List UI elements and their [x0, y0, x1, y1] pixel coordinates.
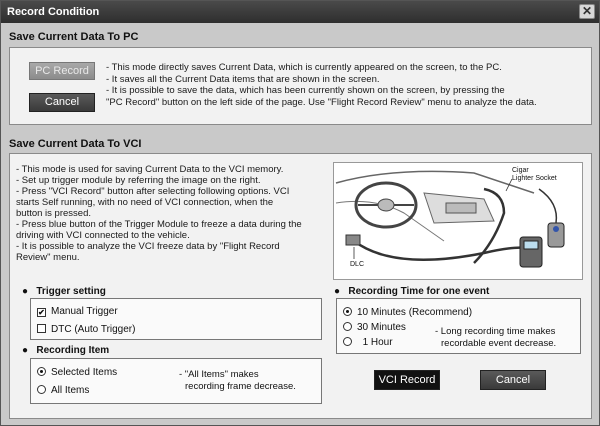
selected-items-radio-dot[interactable] — [37, 367, 46, 376]
vci-cancel-button[interactable]: Cancel — [480, 370, 546, 390]
vci-description-line: starts Self running, with no need of VCI connection, when the — [16, 197, 274, 208]
recording-time-title-text: Recording Time for one event — [348, 286, 490, 297]
pc-description — [106, 62, 537, 108]
trigger-setting-title-text: Trigger setting — [36, 286, 106, 297]
one-hour-radio-dot[interactable] — [343, 337, 352, 346]
pc-description-line: - It saves all the Current Data items that are shown in the screen. — [106, 73, 380, 85]
pc-section-heading: Save Current Data To PC — [9, 31, 139, 43]
recording-item-title-text: Recording Item — [36, 345, 110, 356]
vci-description-line: - Press blue button of the Trigger Module to freeze a data during the — [16, 219, 302, 230]
vci-description-line: - This mode is used for saving Current Data to the VCI memory. — [16, 164, 284, 175]
thirty-minutes-radio-dot[interactable] — [343, 322, 352, 331]
ten-minutes-radio-dot[interactable] — [343, 307, 352, 316]
recording-time-note — [435, 326, 556, 350]
close-button[interactable]: ✕ — [579, 4, 595, 19]
vci-description-line: Review" menu. — [16, 252, 80, 263]
recording-item-title: ● Recording Item — [22, 345, 110, 356]
vci-description — [16, 164, 302, 263]
manual-trigger-check-box[interactable]: ✔ — [38, 308, 45, 317]
pc-description-line: - It is possible to save the data, which has been currently shown on the screen, by pressing the — [106, 85, 505, 96]
manual-trigger-checkbox[interactable] — [37, 306, 118, 317]
ten-minutes-radio[interactable] — [343, 307, 472, 318]
all-items-radio-dot[interactable] — [37, 385, 46, 394]
one-hour-radio[interactable] — [343, 337, 393, 348]
vci-description-line: - Press "VCI Record" button after selecting following options. VCI — [16, 186, 290, 197]
thirty-minutes-radio[interactable] — [343, 322, 406, 333]
vci-section-panel — [9, 153, 592, 419]
vci-record-button[interactable]: VCI Record — [374, 370, 440, 390]
vci-description-line: - Set up trigger module by referring the image on the right. — [16, 175, 261, 186]
recording-item-note — [179, 369, 296, 393]
selected-items-label: Selected Items — [51, 367, 118, 378]
recording-time-note-line: recordable event decrease. — [441, 338, 557, 349]
recording-time-group — [336, 298, 581, 354]
recording-item-note-line: recording frame decrease. — [185, 381, 296, 392]
dtc-check-box[interactable] — [37, 324, 46, 333]
selected-items-radio[interactable] — [37, 367, 117, 378]
recording-time-title: ● Recording Time for one event — [334, 286, 490, 297]
one-hour-label: 1 Hour — [362, 337, 393, 348]
vci-section-heading: Save Current Data To VCI — [9, 138, 142, 150]
pc-description-line: "PC Record" button on the left side of the page. Use "Flight Record Review" menu to analyze the data. — [106, 96, 537, 108]
pc-section-panel — [9, 47, 592, 125]
trigger-setting-title: ● Trigger setting — [22, 286, 106, 297]
vci-description-line: button is pressed. — [16, 208, 91, 219]
window-title: Record Condition — [7, 6, 100, 18]
cigar-label — [512, 167, 557, 183]
dlc-label: DLC — [350, 261, 365, 268]
recording-time-note-line: - Long recording time makes — [435, 326, 556, 337]
title-bar — [1, 1, 599, 23]
manual-trigger-label: Manual Trigger — [51, 306, 118, 317]
cigar-label-text: Cigar — [512, 167, 529, 174]
vci-description-line: driving with VCI connected to the vehicle. — [16, 230, 190, 241]
all-items-label: All Items — [51, 385, 90, 396]
recording-item-group — [30, 358, 322, 404]
ten-minutes-label: 10 Minutes (Recommend) — [357, 307, 473, 318]
dtc-auto-trigger-checkbox[interactable] — [37, 324, 135, 335]
pc-description-line: - This mode directly saves Current Data, which is currently appeared on the screen, to the PC. — [106, 62, 502, 73]
lighter-socket-label-text: Lighter Socket — [512, 175, 557, 182]
trigger-module-illustration — [333, 162, 583, 280]
recording-item-note-line: - "All Items" makes — [179, 369, 259, 380]
thirty-minutes-label: 30 Minutes — [357, 322, 406, 333]
trigger-setting-group — [30, 298, 322, 340]
pc-record-button[interactable]: PC Record — [29, 62, 95, 80]
pc-cancel-button[interactable]: Cancel — [29, 93, 95, 112]
all-items-radio[interactable] — [37, 385, 89, 396]
dtc-auto-trigger-label: DTC (Auto Trigger) — [51, 324, 136, 335]
vci-description-line: - It is possible to analyze the VCI freeze data by "Flight Record — [16, 241, 280, 252]
